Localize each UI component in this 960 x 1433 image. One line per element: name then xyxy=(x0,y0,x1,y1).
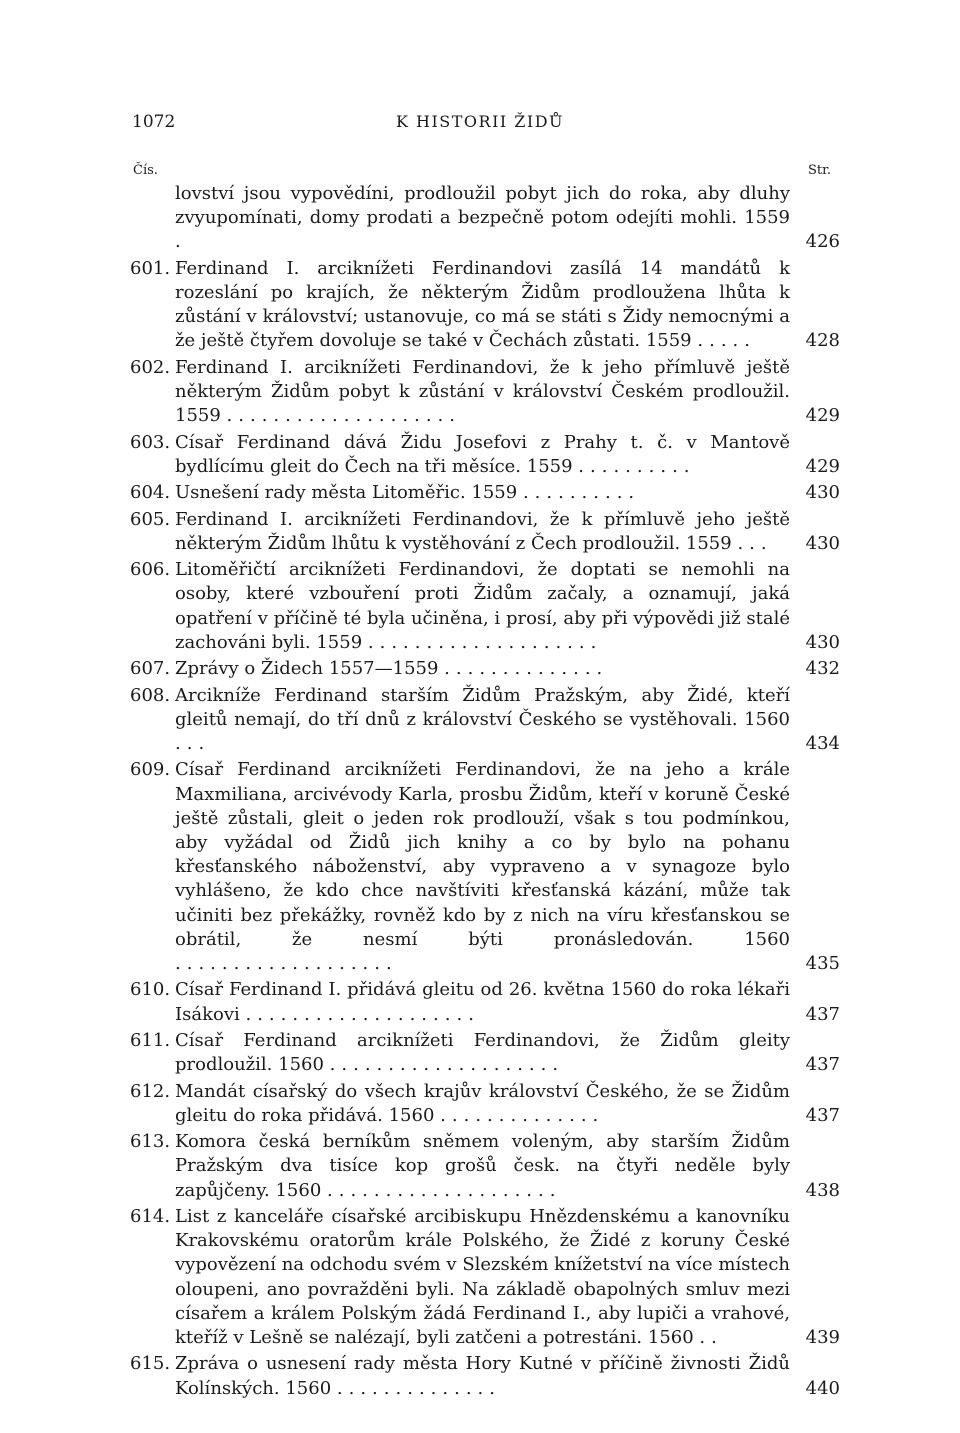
entry-number: 612. xyxy=(130,1080,171,1102)
entry-page-reference: 429 xyxy=(805,405,840,427)
entry-number: 607. xyxy=(130,658,171,680)
list-item xyxy=(130,558,840,655)
entry-page-reference: 426 xyxy=(805,231,840,253)
entry-description: Císař Ferdinand dává Židu Josefovi z Prahy t. č. v Mantově bydlícímu gleit do Čech na tři měsíce. 1559 xyxy=(175,431,790,477)
entry-text xyxy=(175,1029,790,1077)
list-item xyxy=(130,1029,840,1077)
entry-page-reference: 435 xyxy=(805,952,840,974)
leader-dots: .................... xyxy=(226,405,461,427)
entry-number: 608. xyxy=(130,684,171,706)
entry-number: 610. xyxy=(130,979,171,1001)
entry-description: Litoměřičtí arciknížeti Ferdinandovi, že doptati se nemohli na osoby, které vzbouření proti Židům začaly, a oznamují, jaká opatření v příčině té byla učiněna, i prosí, aby při výpovědi již stalé zachováni byli. 1559 xyxy=(175,559,790,653)
entry-number: 613. xyxy=(130,1131,171,1153)
leader-dots: .. xyxy=(699,1326,723,1348)
entry-page-reference: 429 xyxy=(805,455,840,477)
entry-number: 603. xyxy=(130,431,171,453)
entry-description: Císař Ferdinand arciknížeti Ferdinandovi, že Židům gleity prodloužil. 1560 xyxy=(175,1029,790,1076)
entry-page-reference: 437 xyxy=(805,1054,840,1076)
entry-text xyxy=(175,431,790,479)
entry-number: 601. xyxy=(130,257,171,279)
entry-number: 606. xyxy=(130,559,171,581)
entry-text xyxy=(175,758,790,976)
entry-list xyxy=(130,182,840,1403)
list-item xyxy=(130,508,840,556)
list-item xyxy=(130,684,840,757)
entry-page-reference: 430 xyxy=(805,631,840,653)
page-number: 1072 xyxy=(132,112,176,132)
entry-description: Zprávy o Židech 1557—1559 xyxy=(175,658,439,680)
list-item xyxy=(130,657,840,681)
entry-text xyxy=(175,1352,790,1400)
entry-description: Ferdinand I. arciknížeti Ferdinandovi, že k přímluvě jeho ještě některým Židům lhůtu k vystěhování z Čech prodloužil. 1559 xyxy=(175,508,790,554)
entry-description: Ferdinand I. arciknížeti Ferdinandovi, že k jeho přímluvě ještě některým Židům pobyt k zůstání v království Českém prodloužil. 1559 xyxy=(175,356,790,427)
entry-page-reference: 440 xyxy=(805,1377,840,1399)
leader-dots: . xyxy=(175,231,187,253)
list-item xyxy=(130,431,840,479)
list-item xyxy=(130,182,840,255)
leader-dots: .......... xyxy=(522,482,641,504)
list-item xyxy=(130,1080,840,1128)
entry-page-reference: 432 xyxy=(805,658,840,680)
entry-number: 602. xyxy=(130,356,171,378)
entry-page-reference: 434 xyxy=(805,732,840,754)
entry-description: Mandát císařský do všech krajův království Českého, že se Židům gleitu do roka přidává. 1560 xyxy=(175,1080,790,1126)
list-item xyxy=(130,356,840,429)
entry-text xyxy=(175,481,790,505)
entry-description: Komora česká berníkům sněmem voleným, aby starším Židům Pražským dva tisíce kop grošů česk. na čtyři neděle byly zapůjčeny. 1560 xyxy=(175,1131,790,1201)
entry-text xyxy=(175,508,790,556)
entry-page-reference: 430 xyxy=(805,482,840,504)
entry-description: List z kanceláře císařské arcibiskupu Hnězdenskému a kanovníku Krakovskému oratorům krále Polského, že Židé z koruny České vypovězení na odchodu svém v Slezském knížetství na více místech oloupeni, ano povražděni byli. Na základě obapolných smluv mezi císařem a králem Polským žádá Ferdinand I., aby lupiči a vrahové, kteříž v Lešně se nalézají, byli zatčeni a potrestáni. 1560 xyxy=(175,1205,790,1348)
leader-dots: ................... xyxy=(175,952,398,974)
leader-dots: .......... xyxy=(578,455,696,477)
entry-description: lovství jsou vypovědíni, prodloužil pobyt jich do roka, aby dluhy zvyupomínati, domy prodati a bezpečně potom odejíti mohli. 1559 xyxy=(175,183,790,229)
entry-description: Arcikníže Ferdinand starším Židům Pražským, aby Židé, kteří gleitů nemají, do tří dnů z království Českého se vystěhovali. 1560 xyxy=(175,684,790,730)
list-item xyxy=(130,1352,840,1400)
column-label-page: Str. xyxy=(808,163,832,178)
entry-number: 604. xyxy=(130,482,171,504)
leader-dots: .............. xyxy=(444,658,609,680)
entry-text xyxy=(175,657,790,681)
entry-description: Zpráva o usnesení rady města Hory Kutné v příčině živnosti Židů Kolínských. 1560 xyxy=(175,1353,790,1399)
entry-text xyxy=(175,978,790,1026)
entry-number: 614. xyxy=(130,1205,171,1227)
entry-description: Usnešení rady města Litoměřic. 1559 xyxy=(175,482,518,504)
list-item xyxy=(130,1130,840,1203)
leader-dots: .................... xyxy=(367,631,603,653)
entry-number: 611. xyxy=(130,1029,171,1051)
leader-dots: ... xyxy=(737,532,773,554)
leader-dots: .................... xyxy=(327,1179,562,1201)
list-item xyxy=(130,978,840,1026)
entry-page-reference: 439 xyxy=(805,1326,840,1348)
entry-number: 609. xyxy=(130,759,171,781)
entry-text xyxy=(175,1130,790,1203)
leader-dots: ... xyxy=(175,732,211,754)
list-item xyxy=(130,758,840,976)
entry-page-reference: 428 xyxy=(805,330,840,352)
entry-page-reference: 430 xyxy=(805,532,840,554)
entry-text xyxy=(175,1205,790,1350)
leader-dots: ..... xyxy=(697,330,756,352)
entry-description: Císař Ferdinand I. přidává gleitu od 26. května 1560 do roka lékaři Isákovi xyxy=(175,979,790,1025)
entry-text xyxy=(175,1080,790,1128)
entry-description: Ferdinand I. arciknížeti Ferdinandovi zasílá 14 mandátů k rozeslání po krajích, že některým Židům prodloužena lhůta k zůstání v království; ustanovuje, co má se státi s Židy nemocnými a že ještě čtyřem dovoluje se také v Čechách zůstati. 1559 xyxy=(175,257,790,352)
entry-text xyxy=(175,182,790,255)
entry-page-reference: 437 xyxy=(805,1003,840,1025)
entry-text xyxy=(175,257,790,354)
entry-text xyxy=(175,684,790,757)
entry-page-reference: 438 xyxy=(805,1179,840,1201)
entry-text xyxy=(175,356,790,429)
entry-number: 605. xyxy=(130,508,171,530)
entry-page-reference: 437 xyxy=(805,1104,840,1126)
list-item xyxy=(130,481,840,505)
leader-dots: .............. xyxy=(336,1377,501,1399)
list-item xyxy=(130,257,840,354)
leader-dots: .............. xyxy=(440,1104,605,1126)
entry-text xyxy=(175,558,790,655)
entry-description: Císař Ferdinand arciknížeti Ferdinandovi, že na jeho a krále Maxmiliana, arcivévody Karla, prosbu Židům, kteří v koruně České ještě zůstali, gleit o jeden rok prodlouží, však s tou podmínkou, aby vyžádal od Židů jich knihy a co by bylo na pohanu křesťanského náboženství, aby vypraveno a v synagoze bylo vyhlášeno, že kdo chce navštíviti křesťanská kázání, může tak učiniti bez překážky, rovněž kdo by z nich na víru křesťanskou se obrátil, že nesmí býti pronásledován. 1560 xyxy=(175,759,790,950)
leader-dots: .................... xyxy=(245,1003,480,1025)
list-item xyxy=(130,1205,840,1350)
entry-number: 615. xyxy=(130,1353,171,1375)
leader-dots: .................... xyxy=(329,1054,565,1076)
column-label-number: Čís. xyxy=(133,163,158,178)
running-title: K HISTORII ŽIDŮ xyxy=(395,112,565,131)
